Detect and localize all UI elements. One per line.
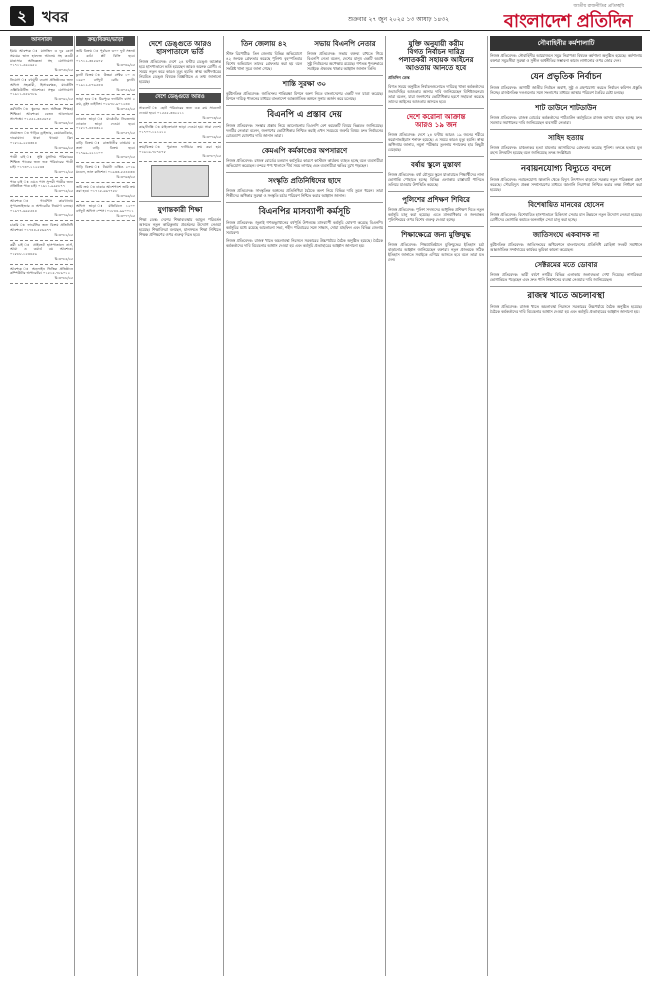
story-body: নিজস্ব প্রতিবেদক: পুলিশ সদস্যদের আধুনিক প্রশিক্ষণ দিতে নতুন কর্মসূচি চালু করা হয়েছে। এতে মানবাধিকার ও জনবান্ধব পুলিশিংয়ের ওপর বিশেষ গুরুত্ব দেওয়া হচ্ছে। [388, 207, 484, 222]
classified-ad-code: বি-৩০৪৯/২৫ [116, 63, 135, 68]
classified-ad-text: কর্মী চাই ঃ প্রাইভেট হাসপাতালে নার্স, আয়া ও ওয়ার্ড বয় আবশ্যক। ০১৮৮৮-১২৩৪৫৬ [10, 242, 73, 257]
brand-logo [492, 3, 642, 32]
news-column-3 [139, 36, 221, 976]
classified-ad [139, 105, 221, 123]
story-body: নিজস্ব প্রতিবেদক: দেশে ২৪ ঘণ্টায় আরও ১৯ জনের শরীরে করোনাভাইরাস শনাক্ত হয়েছে। এ সময়ে কারও মৃত্যু হয়নি। স্বাস্থ্য অধিদপ্তর জানায়, নমুনা পরীক্ষার তুলনায় শনাক্তের হার কিছুটা বেড়েছে। [388, 132, 484, 152]
story-headline: যুগান্তকারী শিক্ষা [157, 206, 203, 215]
story-headline: কেমএপি কর্মকাণ্ডের অপসারণে [261, 147, 348, 155]
story-headline: বিশেষায়িত মানবের হোসেন [528, 201, 604, 209]
story-headline: যেন প্রভৃতিক নির্বাচন [530, 72, 602, 82]
classified-ad-text: ক্রয়/বিক্রয় ঃ পুরাতন ফার্নিচার ক্রয় করা হয়। ০১৬১৬-৭৮৭৮৭৮ [139, 144, 221, 154]
classified-ad-text: বাড়ি বিক্রয় ঃ রাজধানীর বাড্ডায় ৪ তলা বাড়ি বিক্রয় হবে। ০১৭৯৯-২২১১০০ [76, 140, 135, 155]
classified-ad [76, 184, 135, 202]
classified-ad-code: বি-৩০৬০/২৫ [116, 155, 135, 160]
story-headline: বিএনপি এ প্রস্তাব দেয় [267, 110, 342, 120]
classified-ad [76, 72, 135, 95]
classified-ad-code: বি-৩০৬৩/২৫ [116, 174, 135, 179]
story-headline: পুলিশের প্রশিক্ষণ শিবিরে [402, 196, 470, 204]
classified-ad [76, 203, 135, 221]
category-heading: ক্রয়/বিক্রয়/ভাড়া [76, 36, 135, 46]
classified-ad-code: বি-৩০৭০/২৫ [116, 213, 135, 218]
story-headline: শান্তি সুরক্ষা ৩০ [282, 80, 327, 88]
classified-ad-code: বি-৩০৫২/২৫ [116, 87, 135, 92]
story-body: বিগত সময়ে অনুষ্ঠিত নির্বাচনগুলোতে দায়িত্বে থাকা কর্মকর্তাদের জবাবদিহির আওতায় আনার দাবি জানিয়েছেন বিশিষ্টজনেরা। তারা বলেন, যারা জনগণের ভোটাধিকার হরণে সহায়তা করেছে তাদের আইনের আওতায় আনতে হবে। [388, 84, 484, 104]
classified-ad-code: বি-৩০৬৯/২৫ [54, 145, 73, 150]
classified-ad [76, 164, 135, 182]
classified-ad [10, 154, 73, 177]
story-headline: সেক্টরমের মতে ডোবার [534, 261, 598, 269]
classified-ad-text: ইমাম আবশ্যক ঃ মাসজিদ ও দুর কোর্স সময়ের ভাল হাফেজ আলেম সহ কওমী মাদ্রাসার অভিজ্ঞতা সহ যোগাযোগ ০১৭১১-৫৬২৬৫২ [10, 49, 73, 68]
story-headline: বর্ষায় স্কুলে মুস্তাফা [411, 161, 461, 169]
category-heading: আনসারদ [10, 36, 73, 46]
story-headline: বিএনপির মাসব্যাপী কর্মসূচি [258, 207, 351, 217]
story-byline: প্রতিদিন ডেস্ক [388, 75, 410, 80]
classified-ad-text: আবশ্যক ঃ গার্মেন্টস কারখানায় সুপারভাইজার ও অপারেটর নিয়োগ চলছে। ০১৯৭৭-৬৬৫৫৪৪ [10, 198, 73, 213]
classified-ad [76, 48, 135, 71]
classified-ad-text: ভাড়া হবে ঃ মিরপুরে ফ্যামিলি বাসা ২ রুম, ড্রইং ডাইনিং। ০১৬৭৮-৯০১২৩৪ [76, 97, 135, 107]
classified-ad-text: কার/ট্যাক্সি ঃ মাইক্রোবাস ভাড়া দেওয়া হয়। সারা দেশে। ০১৭০০-১২১২১২ [139, 125, 221, 135]
classified-ad [10, 242, 73, 265]
story-headline: শাট ডাউনে শাটডাউন [535, 104, 597, 112]
story-headline: দেশে করোনা আক্রান্ত আরও ১৯ জন [406, 113, 466, 129]
story-body: নিজস্ব প্রতিবেদক: রাজস্ব বোর্ডের কর্মকর্তাদের শাটডাউন কর্মসূচিতে রাজস্ব আদায় ব্যাহত হচ্ছে। দ্রুত সমস্যার সমাধানের দাবি জানিয়েছেন ব্যবসায়ী নেতারা। [490, 115, 642, 125]
classifieds-column-1 [10, 36, 73, 976]
classified-ad [10, 106, 73, 129]
classified-ad-text: গাড়ি বিক্রয় ঃ টয়োটা এক্সিও ২০১৬ মডেল, ভাল কন্ডিশন। ০১৯৩৩-৫৫৪৪৩৩ [76, 165, 135, 174]
story-headline: রাজস্ব খাতে অচলাবস্থা [527, 291, 605, 301]
classified-ad [76, 96, 135, 114]
story-headline: যুক্তি অনুযায়ী করীম বিগত নির্বাচন দারিদ্র পলাতকরী সহায়ক আইনের আওতায় আনতে হবে [398, 40, 474, 72]
story-body: কূটনৈতিক প্রতিবেদক: জাতিসংঘের অধিবেশনে বাংলাদেশের প্রতিনিধি রোহিঙ্গা সংকট সমাধানে আন্তর্জাতিক সম্প্রদায়ের কার্যকর ভূমিকা কামনা করেছেন। [490, 242, 642, 252]
story-body: স্টাফ রিপোর্টার: তিন জেলায় বিভিন্ন অভিযোগে ৪২ জনকে গ্রেফতার করেছে পুলিশ। বৃহস্পতিবার বিশেষ অভিযানে তাদের গ্রেফতার করা হয় বলে সংশ্লিষ্ট থানা সূত্রে জানা গেছে। [226, 51, 302, 71]
classified-ad-code: বি-৩০৭৯/২৫ [54, 213, 73, 218]
classified-ad [139, 144, 221, 162]
story-body: কূটনৈতিক প্রতিবেদক: জাতিসংঘ শান্তিরক্ষা মিশনে অংশ নিতে বাংলাদেশের একটি দল যাত্রা করেছে। মিশনে দায়িত্ব পালনের মাধ্যমে বাংলাদেশ আন্তর্জাতিক অঙ্গনে সুনাম অর্জন করে চলেছে। [226, 91, 383, 101]
story-body-continued: নিজস্ব প্রতিবেদক: রাজস্ব খাতে অচলাবস্থা নিরসনে সরকারের উচ্চপর্যায়ে বৈঠক অনুষ্ঠিত হয়েছে। বৈঠকে কর্মকর্তাদের দাবি বিবেচনার আশ্বাস দেওয়া হয় এবং কর্মসূচি প্রত্যাহারের আহ্বান জানানো হয়। [226, 238, 383, 248]
classified-ad-code: বি-৩০৭৬/২৫ [202, 134, 221, 139]
classified-ad-code: বি-৩০৫৫/২৫ [116, 106, 135, 111]
classified-ad [10, 130, 73, 153]
story-headline: শিক্ষাক্ষেত্রে জন্য মুক্তিযুদ্ধ [401, 231, 471, 239]
story-body: নিজস্ব প্রতিবেদক: রাজস্ব খাতে অচলাবস্থা নিরসনে সরকারের উচ্চপর্যায়ে বৈঠক অনুষ্ঠিত হয়েছে। বৈঠকে কর্মকর্তাদের দাবি বিবেচনার আশ্বাস দেওয়া হয় এবং কর্মসূচি প্রত্যাহারের আহ্বান জানানো হয়। [490, 304, 642, 314]
story-body: নিজস্ব প্রতিবেদক: সংস্কার প্রস্তাব নিয়ে আলোচনায় বিএনপি বেশ কয়েকটি বিষয়ে ভিন্নমত জানিয়েছে। দলটির নেতারা বলেন, জনগণের ভোটাধিকার নিশ্চিত করাই এখন সবচেয়ে জরুরি বিষয়। দ্রুত নির্বাচনের রোডম্যাপ ঘোষণার দাবি জানান তারা। [226, 123, 383, 138]
classified-ad [10, 179, 73, 197]
classified-ad-code: বি-৩০৬৪/২৫ [54, 121, 73, 126]
classified-ad-text: কর্মখালি ঃ স্কুলের জন্য অভিজ্ঞ শিক্ষক/শিক্ষিকা আবশ্যক। বেতন আলোচনা সাপেক্ষে। ০১৫৫২-৩৪৫৬৭৮ [10, 106, 73, 121]
classified-ad-code: বি-৩০৫৮/২৫ [54, 68, 73, 73]
classified-ad-code: বি-৩০৭৫/২৫ [54, 189, 73, 194]
classified-ad [10, 48, 73, 76]
classified-ad-code: বি-৩০৬১/২৫ [54, 97, 73, 102]
classified-ad-code: বি-৩০৮০/২৫ [202, 154, 221, 159]
story-headline: সভায় বিএনপি নেতার [314, 40, 376, 48]
classified-ad-text: দোকান ভাড়া ঃ মার্কেটের নিচতলায় দোকান ভাড়া দেওয়া হবে। ০১৮১৭-৪৪৩৩২২ [76, 116, 135, 131]
story-body: নিজস্ব প্রতিবেদক: নবায়নযোগ্য জ্বালানি থেকে বিদ্যুৎ উৎপাদন বাড়াতে সরকার নতুন পরিকল্পনা গ্রহণ করেছে। সৌরবিদ্যুৎ প্রকল্প সম্প্রসারণের মাধ্যমে জ্বালানি নিরাপত্তা নিশ্চিত করার লক্ষ্য নির্ধারণ করা হয়েছে। [490, 177, 642, 192]
classifieds-column-2 [76, 36, 135, 976]
story-body: নিজস্ব প্রতিবেদক: নৌবাহিনীর আয়োজনে সমুদ্র নিরাপত্তা বিষয়ক কর্মশালা অনুষ্ঠিত হয়েছে। কর্মশালায় বক্তারা সমুদ্রসীমা সুরক্ষা ও সুনীল অর্থনীতির সম্ভাবনা কাজে লাগানোর ওপর জোর দেন। [490, 53, 642, 63]
advertisement-image [151, 165, 209, 197]
story-headline: সাহিদ হত্যায় [548, 134, 584, 142]
classified-ad-text: নিয়োগ ঃ বহুমুখী ব্যবসা প্রতিষ্ঠানের জন্য অফিস সহকারী, হিসাবরক্ষক, মার্কেটিং এক্সিকিউটিভ আবশ্যক। সত্বর যোগাযোগ ০১৯১১-৪৫৬৭৮৯ [10, 77, 73, 97]
brand-tagline: জাতীয় রাজনীতির প্রতিচ্ছবি [573, 4, 624, 9]
story-body: নিজস্ব প্রতিবেদক: বর্ষা মৌসুমে স্কুলে যাতায়াতে শিক্ষার্থীদের নানা ভোগান্তি পোহাতে হচ্ছে। বিভিন্ন এলাকায় রাস্তাঘাট পানিতে তলিয়ে যাওয়ায় উপস্থিতি কমেছে। [388, 172, 484, 187]
story-headline: জাতিসংঘে একবাদক না [532, 231, 600, 239]
story-body: নিজস্ব প্রতিবেদক: সভায় বক্তব্য রাখতে গিয়ে বিএনপি নেতা বলেন, দেশের মানুষ একটি অবাধ সুষ্ঠু নির্বাচনের অপেক্ষায় রয়েছে। গণতন্ত্র পুনরুদ্ধারে সবাইকে ঐক্যবদ্ধ থাকার আহ্বান জানান তিনি। [307, 51, 383, 71]
story-body: নিজস্ব প্রতিবেদক: জুলাই গণঅভ্যুত্থানের বর্ষপূর্তি উপলক্ষে মাসব্যাপী কর্মসূচি ঘোষণা করেছে বিএনপি। কর্মসূচির মধ্যে রয়েছে আলোচনা সভা, শহীদ পরিবারের সঙ্গে সাক্ষাৎ, দোয়া মাহফিল এবং বিভিন্ন জেলায় সমাবেশ। [226, 220, 383, 235]
classified-ad-code: বি-৩০৮৮/২৫ [54, 276, 73, 281]
story-body: নিজস্ব প্রতিবেদক: বিশেষায়িত হাসপাতালে চিকিৎসা সেবার মান উন্নয়নে নতুন উদ্যোগ নেওয়া হয়েছে। রোগীদের ভোগান্তি কমাতে অনলাইন সেবা চালু করা হচ্ছে। [490, 212, 642, 222]
classified-ad [76, 140, 135, 163]
classified-ad-code: বি-৩০৭৩/২৫ [202, 115, 221, 120]
classified-ad-text: জমি বিক্রয় ঃ পূর্বাচল ৩০০ ফুট সংলগ্ন ৫ কাঠা প্লট বিক্রি হবে। ০১৭১২-৩৪৫৬৭৮ [76, 49, 135, 63]
classified-ad-code: বি-৩০৮৫/২৫ [54, 256, 73, 261]
story-body: নিজস্ব প্রতিবেদক: শিক্ষাপ্রতিষ্ঠানে মুক্তিযুদ্ধের ইতিহাস চর্চা বাড়ানোর আহ্বান জানিয়েছেন বক্তারা। নতুন প্রজন্মকে সঠিক ইতিহাস জানাতে সবাইকে এগিয়ে আসতে হবে বলে তারা মত দেন। [388, 242, 484, 262]
story-body: নিজস্ব প্রতিবেদক: দেশে ২৪ ঘণ্টায় ডেঙ্গু আক্রান্ত হয়ে হাসপাতালে ভর্তি হয়েছেন আরও অনেক রোগী। এ সময়ে নতুন করে কারও মৃত্যু হয়নি। স্বাস্থ্য অধিদপ্তরের নিয়মিত ডেঙ্গু বিষয়ক বিজ্ঞপ্তিতে এ তথ্য জানানো হয়েছে। [139, 59, 221, 84]
story-headline: দেশে ডেঙ্গুতে আরও হাসপাতালে ভর্তি [148, 40, 212, 56]
classified-ad-text: প্রয়োজন ঃ গাড়ির ড্রাইভার, কেয়ারটেকার, দারোয়ান। থাকা খাওয়া ফ্রি। ০১৮১৯-২২৩৩৪৪ [10, 131, 73, 145]
story-body: শিক্ষা ডেস্ক: দেশের শিক্ষাব্যবস্থায় আমূল পরিবর্তন আনতে নতুন কারিকুলাম প্রবর্তনের উদ্যোগ নেওয়া হয়েছে। শিক্ষাবিদরা বলছেন, মানসম্মত শিক্ষা নিশ্চিতে শিক্ষক প্রশিক্ষণের ওপর গুরুত্ব দিতে হবে। [139, 217, 221, 238]
story-body: নিজস্ব প্রতিবেদক: চাঞ্চল্যকর হত্যা মামলার আসামিদের গ্রেফতার করেছে পুলিশ। তদন্তে হত্যার মূল রহস্য উদঘাটন হয়েছে বলে জানিয়েছে তদন্ত সংশ্লিষ্টরা। [490, 145, 642, 155]
classified-ad [10, 77, 73, 105]
classified-ad-code: বি-৩০৬৬/২৫ [116, 194, 135, 199]
classified-ad-code: বি-৩০৭২/২৫ [54, 169, 73, 174]
classified-ad [10, 222, 73, 240]
classified-ad-code: বি-৩০৮২/২৫ [54, 232, 73, 237]
classified-ad-text: অফিস ভাড়া ঃ মতিঝিলে ১২০০ বর্গফুট অফিস স্পেস। ০১৮৪৪-৯৯০০১১ [76, 203, 135, 213]
lead-story-headline: নৌবাহিনীর কর্মশালাটি [490, 36, 642, 51]
news-column-5 [388, 36, 484, 976]
classified-ad-text: আবশ্যক ঃ অনলাইন ভিত্তিক প্রতিষ্ঠানে কম্পিউটার অপারেটর। ০১৫১৫-৭৮৯০১২ [10, 266, 73, 276]
classified-ad-text: জমি ক্রয় ঃ ঢাকার আশেপাশে জমি ক্রয় করা হবে। ০১৭১৮-৬৬৭৭৮৮ [76, 184, 135, 194]
classified-ad [139, 124, 221, 142]
news-column-4 [226, 36, 383, 976]
classified-ad-text: সাবলেট ঃ ছোট পরিবারের জন্য এক রুম সাবলেট দেওয়া হবে। ০১৫৫৫-৩৩২২১১ [139, 106, 221, 115]
story-headline: নবায়নযোগ্য বিদ্যুতে বদলে [521, 164, 611, 174]
story-body: নিজস্ব প্রতিবেদক: আগামী জাতীয় নির্বাচন অবাধ, সুষ্ঠু ও গ্রহণযোগ্য করতে নির্বাচন কমিশন প্রস্তুতি নিচ্ছে। রাজনৈতিক দলগুলোর সঙ্গে সংলাপের মাধ্যমে আস্থার পরিবেশ তৈরির চেষ্টা চলছে। [490, 85, 642, 95]
classified-ad [76, 116, 135, 139]
news-column-6 [490, 36, 642, 976]
classified-ad-text: চাকরি ঃ ফার্মেসির জন্য বিক্রয় প্রতিনিধি আবশ্যক। ০১৭৪৪-৫৫৬৬৭৭ [10, 223, 73, 232]
classified-ad [10, 266, 73, 284]
story-body: নিজস্ব প্রতিবেদক: ভারী বর্ষণে নগরীর বিভিন্ন এলাকায় জলাবদ্ধতা দেখা দিয়েছে। নাগরিকরা ভোগান্তিতে পড়েছেন এবং দ্রুত পানি নিষ্কাশনের ব্যবস্থা নেওয়ার দাবি জানিয়েছেন। [490, 272, 642, 282]
brand-name: বাংলাদেশ প্রতিদিন [503, 11, 632, 32]
classified-ad-text: ফ্ল্যাট বিক্রয় ঃ উত্তরা সেক্টর ১০ এ ১৬৫০ বর্গফুট রেডি ফ্ল্যাট। ০১৯১২-৮৭৬৫৪৩ [76, 73, 135, 87]
story-headline: তিন জেলায় ৪২ [241, 40, 287, 48]
classified-ad-text: পাত্র চাই ঃ এমএ পাস সুন্দরী পাত্রীর জন্য প্রতিষ্ঠিত পাত্র চাই। ০১৬১১-৯৯৮৮৭৭ [10, 179, 73, 189]
category-heading: দেশে ডেঙ্গুতে আরও [139, 93, 221, 103]
story-body: নিজস্ব প্রতিবেদক: রাজস্ব বোর্ডের চলমান কর্মসূচির কারণে কাস্টমস কার্যক্রম ব্যাহত হচ্ছে বলে ব্যবসায়ীরা অভিযোগ করেছেন। বন্দরে পণ্য খালাসে দীর্ঘ সময় লাগছে এবং ব্যবসায়ীরা ক্ষতির মুখে পড়ছেন। [226, 158, 383, 168]
classified-ad [10, 198, 73, 221]
classified-ad-code: বি-৩০৫৭/২৫ [116, 131, 135, 136]
page-header [0, 0, 650, 31]
page-number: ২ [10, 6, 34, 26]
section-name: খবর [42, 8, 69, 26]
date-line: শুক্রবার ২৭ জুন ২০২৫ ১৩ আষাঢ় ১৪৩২ [348, 16, 450, 23]
story-body: নিজস্ব প্রতিবেদক: সাংস্কৃতিক অঙ্গনের প্রতিনিধিরা বৈঠকে অংশ নিয়ে বিভিন্ন দাবি তুলে ধরেন। তারা শিল্পীদের অধিকার সুরক্ষা ও সংস্কৃতি চর্চার পরিবেশ নিশ্চিত করার আহ্বান জানান। [226, 188, 383, 198]
story-headline: সংস্কৃতি প্রতিনিধিদের ছাদে [268, 177, 341, 185]
classified-ad-text: পাত্রী চাই ঃ সুন্নি মুসলিম পরিবারের শিক্ষিত পাত্রের জন্য ভদ্র পরিবারের পাত্রী চাই। ০১৭৩০-১১২২৩৩ [10, 155, 73, 169]
